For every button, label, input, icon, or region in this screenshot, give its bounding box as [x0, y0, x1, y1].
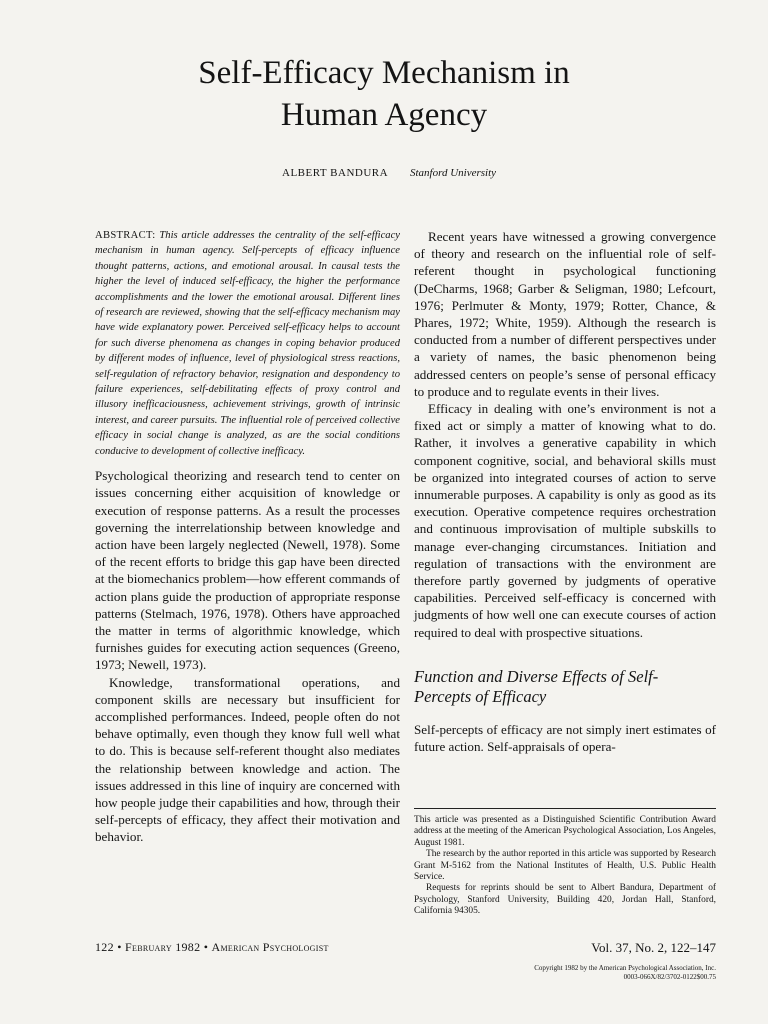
footnote-3: Requests for reprints should be sent to Albert Bandura, Department of Psychology, Stanford University, Building 420, Jordan Hall, Stanford, California 94305.	[414, 883, 716, 917]
abstract	[95, 228, 400, 459]
left-body	[95, 467, 400, 845]
right-column	[414, 228, 716, 755]
title-line-2: Human Agency	[280, 97, 488, 133]
left-column	[95, 228, 400, 846]
article-title	[0, 52, 768, 136]
copyright-line-1: Copyright 1982 by the American Psychological Association, Inc.	[534, 964, 716, 972]
left-paragraph-1: Psychological theorizing and research tend to center on issues concerning either acquisition of knowledge or execution of response patterns. As a result the processes governing the interrelationship between knowledge and action have been largely neglected (Newell, 1978). Some of the recent efforts to bridge this gap have been directed at the biomechanics problem—how efferent commands of action plans guide the production of appropriate response patterns (Stelmach, 1976, 1978). Others have approached the matter in terms of algorithmic knowledge, which furnishes guides for executing action sequences (Greeno, 1973; Newell, 1973).	[95, 468, 400, 673]
running-footer	[95, 940, 329, 955]
volume-info: Vol. 37, No. 2, 122–147	[591, 940, 716, 955]
abstract-text: This article addresses the centrality of the self-efficacy mechanism in human agency. Self-percepts of efficacy influence thought patterns, actions, and emotional arousal. In causal tests the higher the level of induced self-efficacy, the higher the performance accomplishments and the lower the emotional arousal. Different lines of research are reviewed, showing that the self-efficacy mechanism may have wide explanatory power. Perceived self-efficacy helps to account for such diverse phenomena as changes in coping behavior produced by different modes of influence, level of physiological stress reactions, self-regulation of refractory behavior, resignation and despondency to failure experiences, self-debilitating effects of proxy control and illusory inefficaciousness, achievement strivings, growth of intrinsic interest, and career pursuits. The influential role of perceived collective efficacy in social change is analyzed, as are the social conditions conducive to development of collective inefficacy.	[95, 230, 400, 457]
author-affiliation: Stanford University	[410, 167, 497, 179]
title-line-1: Self-Efficacy Mechanism in	[198, 55, 570, 91]
section-heading-line-1: Function and Diverse Effects of Self-	[414, 666, 659, 686]
page-number: 122	[95, 940, 114, 954]
copyright-line-2: 0003-066X/82/3702-0122$00.75	[623, 973, 716, 981]
author-name: ALBERT BANDURA	[282, 167, 389, 179]
right-paragraph-1: Recent years have witnessed a growing convergence of theory and research on the influential role of self-referent thought in psychological functioning (DeCharms, 1968; Garber & Seligman, 1980; Lefcourt, 1976; Perlmuter & Monty, 1979; Rotter, Chance, & Phares, 1972; White, 1959). Although the research is conducted from a number of different perspectives under a variety of names, the basic phenomenon being addressed centers on people’s sense of personal efficacy to produce and to regulate events in their lives.	[414, 229, 716, 399]
footer-bullet-2: •	[203, 940, 209, 954]
right-paragraph-3: Self-percepts of efficacy are not simply inert estimates of future action. Self-appraisals of opera-	[414, 721, 716, 755]
journal-name: American Psychologist	[211, 940, 329, 954]
abstract-label: ABSTRACT:	[95, 230, 156, 241]
footnotes	[414, 808, 716, 918]
section-heading-line-2: Percepts of Efficacy	[414, 686, 547, 706]
section-heading	[414, 667, 716, 707]
footnote-2: The research by the author reported in this article was supported by Research Grant M-5162 from the National Institutes of Health, U.S. Public Health Service.	[414, 849, 716, 883]
left-paragraph-2: Knowledge, transformational operations, and component skills are necessary but insufficient for accomplished performances. Indeed, people often do not behave optimally, even though they know full well what to do. This is because self-referent thought also mediates the relationship between knowledge and action. The issues addressed in this line of inquiry are concerned with how people judge their capabilities and how, through their self-percepts of efficacy, they affect their motivation and behavior.	[95, 674, 400, 845]
right-body	[414, 228, 716, 755]
issue-date: February 1982	[125, 940, 201, 954]
right-paragraph-2: Efficacy in dealing with one’s environment is not a fixed act or simply a matter of knowing what to do. Rather, it involves a generative capability in which component cognitive, social, and behavioral skills must be organized into integrated courses of action to serve innumerable purposes. A capability is only as good as its execution. Operative competence requires orchestration and continuous improvisation of multiple subskills to manage ever-changing circumstances. Initiation and regulation of transactions with the environment are therefore partly governed by judgments of operative capabilities. Perceived self-efficacy is concerned with judgments of how well one can execute courses of action required to deal with prospective situations.	[414, 401, 716, 640]
footnote-1: This article was presented as a Distinguished Scientific Contribution Award address at the meeting of the American Psychological Association, Los Angeles, August 1981.	[414, 815, 716, 848]
footer-bullet-1: •	[117, 940, 122, 954]
copyright	[534, 964, 716, 982]
